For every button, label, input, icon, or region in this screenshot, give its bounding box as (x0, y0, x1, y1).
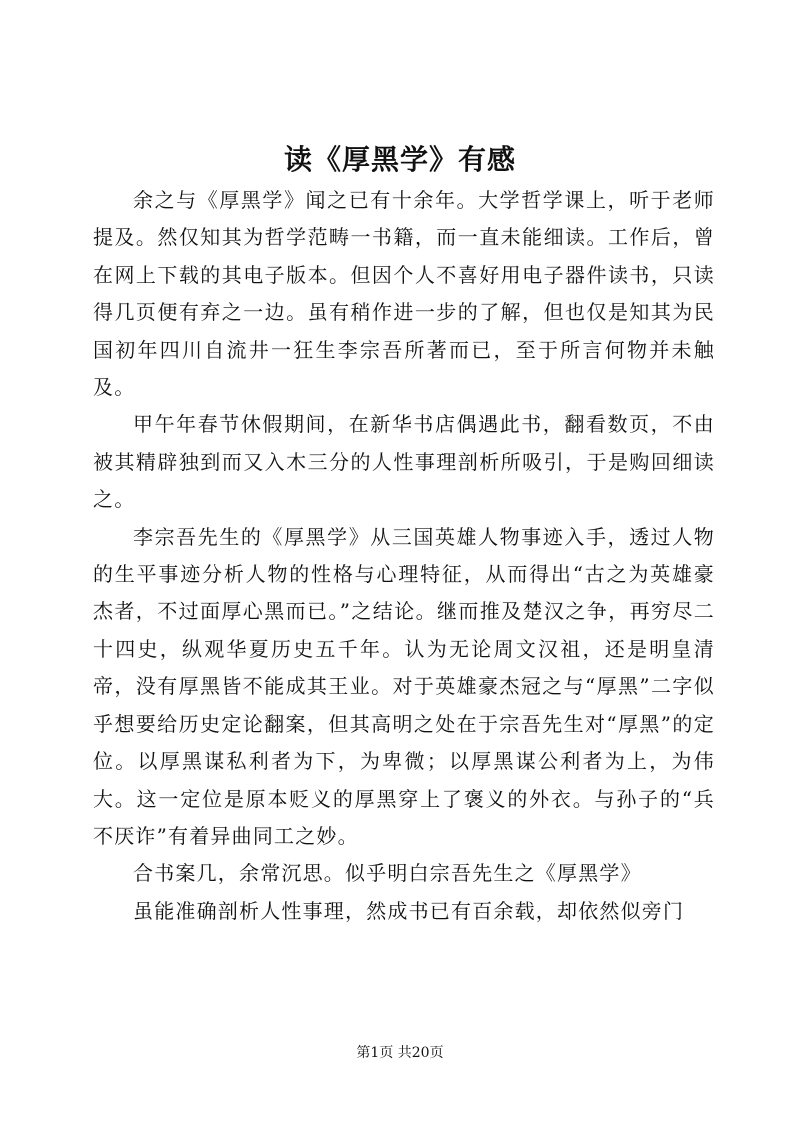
paragraph-4: 合书案几，余常沉思。似乎明白宗吾先生之《厚黑学》 (133, 861, 642, 886)
document-body (93, 182, 715, 930)
page-footer: 第1页 共20页 (356, 1045, 444, 1061)
paragraph-2: 甲午年春节休假期间，在新华书店偶遇此书，翻看数页，不由被其精辟独到而又入木三分的人性事理剖析所吸引，于是购回细读之。 (93, 412, 715, 512)
paragraph-1: 余之与《厚黑学》闻之已有十余年。大学哲学课上，听于老师提及。然仅知其为哲学范畴一书籍，而一直未能细读。工作后，曾在网上下载的其电子版本。但因个人不喜好用电子器件读书，只读得几页便有弃之一边。虽有稍作进一步的了解，但也仅是知其为民国初年四川自流井一狂生李宗吾所著而已，至于所言何物并未触及。 (93, 188, 715, 400)
document-title: 读《厚黑学》有感 (283, 143, 516, 176)
paragraph-5: 虽能准确剖析人性事理，然成书已有百余载，却依然似旁门 (133, 898, 685, 923)
paragraph-3: 李宗吾先生的《厚黑学》从三国英雄人物事迹入手，透过人物的生平事迹分析人物的性格与心理特征，从而得出“古之为英雄豪杰者，不过面厚心黑而已。”之结论。继而推及楚汉之争，再穷尽二十四史，纵观华夏历史五千年。认为无论周文汉祖，还是明皇清帝，没有厚黑皆不能成其王业。对于英雄豪杰冠之与“厚黑”二字似乎想要给历史定论翻案，但其高明之处在于宗吾先生对“厚黑”的定位。以厚黑谋私利者为下，为卑微；以厚黑谋公利者为上，为伟大。这一定位是原本贬义的厚黑穿上了褒义的外衣。与孙子的“兵不厌诈”有着异曲同工之妙。 (93, 524, 715, 848)
